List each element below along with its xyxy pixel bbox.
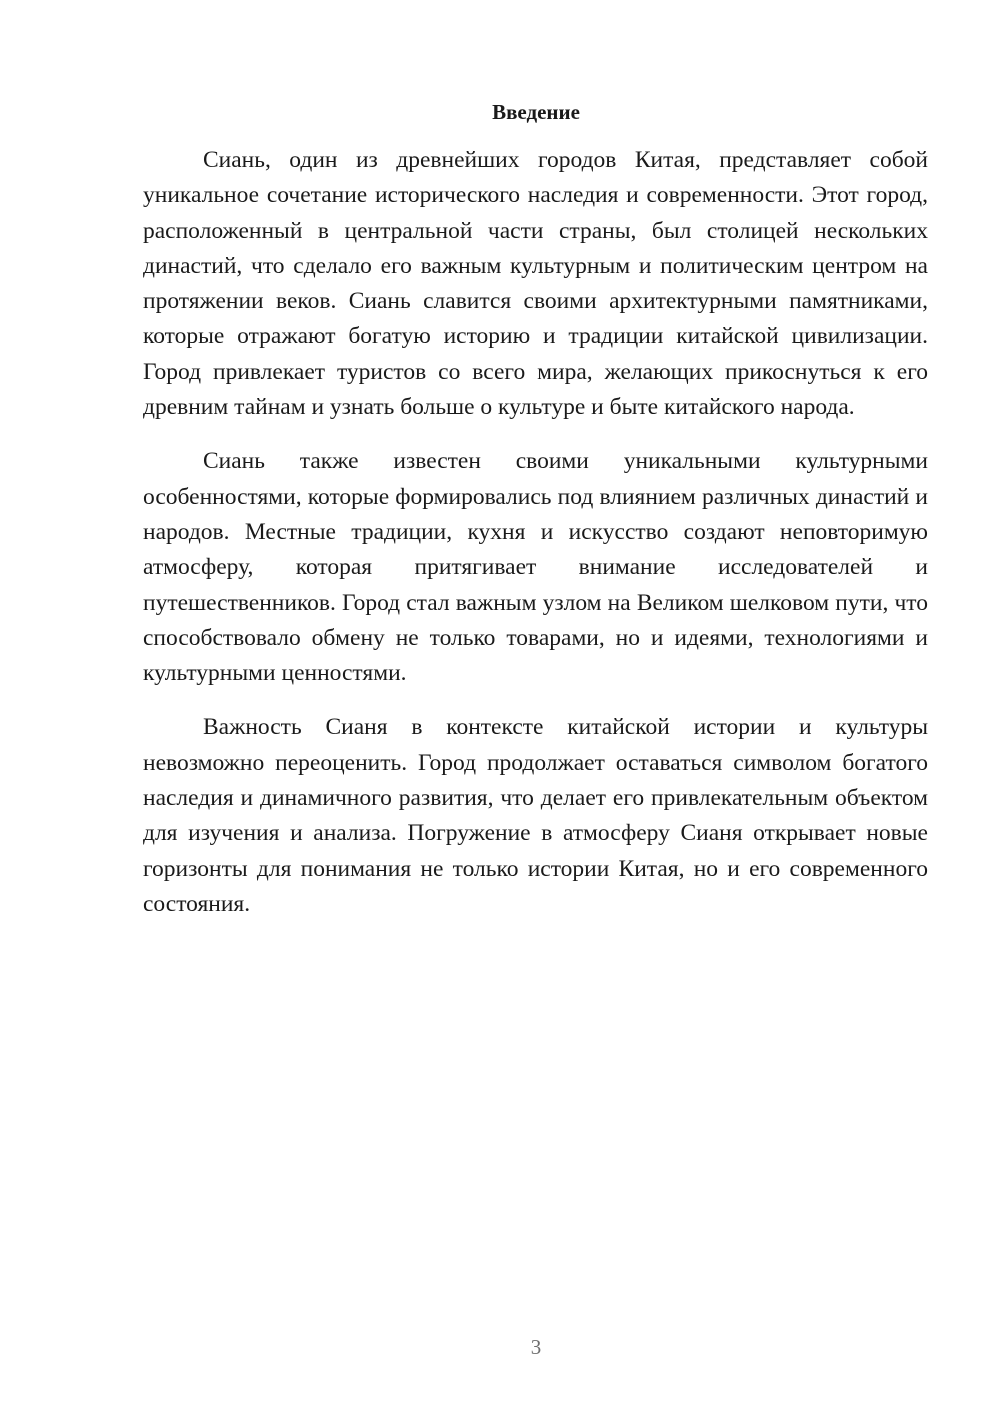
body-text <box>143 143 928 922</box>
paragraph-3: Важность Сианя в контексте китайской истории и культуры невозможно переоценить. Город продолжает оставаться символом богатого наследия и динамичного развития, что делает его привлекательным объектом для изучения и анализа. Погружение в атмосферу Сианя открывает новые горизонты для понимания не только истории Китая, но и его современного состояния. <box>143 714 928 917</box>
paragraph-2: Сиань также известен своими уникальными культурными особенностями, которые формировались под влиянием различных династий и народов. Местные традиции, кухня и искусство создают неповторимую атмосферу, которая притягивает внимание исследователей и путешественников. Город стал важным узлом на Великом шелковом пути, что способствовало обмену не только товарами, но и идеями, технологиями и культурными ценностями. <box>143 448 928 687</box>
page-number: 3 <box>530 1335 542 1359</box>
section-heading: Введение <box>492 100 580 124</box>
paragraph-1: Сиань, один из древнейших городов Китая, представляет собой уникальное сочетание исторического наследия и современности. Этот город, расположенный в центральной части страны, был столицей нескольких династий, что сделало его важным культурным и политическим центром на протяжении веков. Сиань славится своими архитектурными памятниками, которые отражают богатую историю и традиции китайской цивилизации. Город привлекает туристов со всего мира, желающих прикоснуться к его древним тайнам и узнать больше о культуре и быте китайского народа. <box>143 147 928 421</box>
